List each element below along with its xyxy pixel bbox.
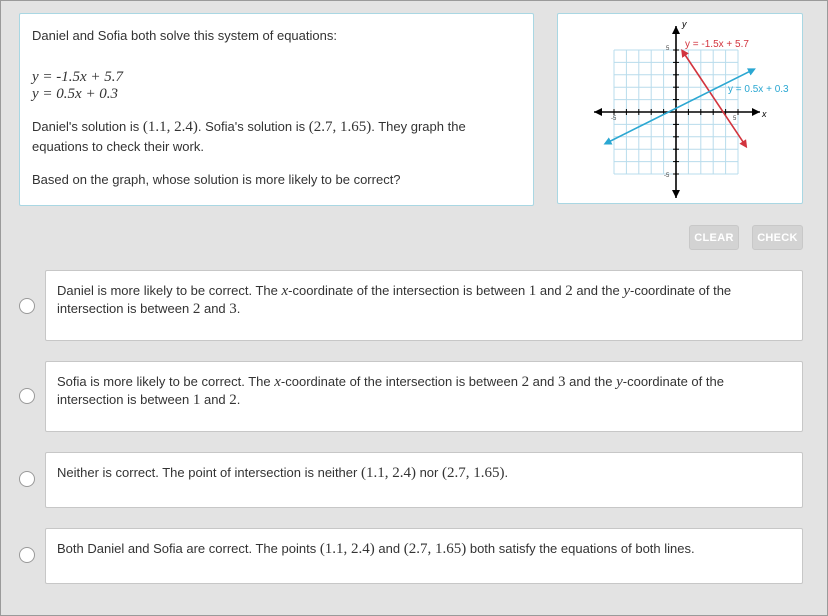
choice-2-box[interactable] bbox=[45, 361, 803, 432]
choice-2-text: Sofia is more likely to be correct. The bbox=[57, 374, 275, 389]
choice-2-text: and bbox=[529, 374, 558, 389]
y-axis-arrow-up bbox=[672, 26, 680, 34]
y-min-tick-label: -5 bbox=[664, 173, 670, 179]
check-button[interactable]: CHECK bbox=[752, 225, 803, 250]
x-min-tick-label: -5 bbox=[611, 116, 617, 122]
choice-2-var-x: x bbox=[274, 374, 281, 390]
choice-1-num: 2 bbox=[192, 301, 201, 317]
choice-1-box[interactable] bbox=[45, 270, 803, 341]
equation-system bbox=[32, 69, 521, 103]
sol-mid: . Sofia's solution is bbox=[197, 119, 309, 134]
choice-2-num: 1 bbox=[192, 392, 201, 408]
choice-2-text: -coordinate of the intersection is between bbox=[280, 374, 522, 389]
choice-1-num: 2 bbox=[565, 283, 573, 299]
choice-4-point-2: (2.7, 1.65) bbox=[403, 541, 467, 557]
blue-line-label: y = 0.5x + 0.3 bbox=[728, 84, 789, 95]
question-prompt: Based on the graph, whose solution is more likely to be correct? bbox=[32, 172, 401, 187]
choice-1-num: 3 bbox=[229, 301, 237, 317]
choice-1-radio[interactable] bbox=[19, 298, 35, 314]
choice-3-box[interactable] bbox=[45, 452, 803, 508]
choice-1-var-x: x bbox=[281, 283, 289, 299]
sol-post: . They graph the equations to check their work. bbox=[32, 119, 466, 154]
question-card bbox=[19, 13, 534, 206]
question-intro: Daniel and Sofia both solve this system of equations: bbox=[32, 28, 337, 43]
daniel-solution: (1.1, 2.4) bbox=[142, 119, 198, 135]
sofia-solution: (2.7, 1.65) bbox=[308, 119, 372, 135]
choice-4-point-1: (1.1, 2.4) bbox=[319, 541, 375, 557]
choice-4-text: Both Daniel and Sofia are correct. The points bbox=[57, 541, 320, 556]
choice-4-text: and bbox=[374, 541, 404, 556]
choice-2-num: 2 bbox=[521, 374, 530, 390]
choice-2-text: -coordinate of the intersection is between bbox=[57, 374, 724, 407]
red-line-label: y = -1.5x + 5.7 bbox=[685, 39, 749, 50]
x-axis-arrow-right bbox=[752, 108, 760, 116]
choice-1-text: and bbox=[536, 283, 566, 298]
choice-1-text: -coordinate of the intersection is between bbox=[288, 283, 529, 298]
choice-1-text: . bbox=[236, 301, 241, 316]
choice-1-var-y: y bbox=[623, 283, 630, 299]
choice-1-text: Daniel is more likely to be correct. The bbox=[57, 283, 282, 298]
graph-labels bbox=[611, 19, 789, 179]
choice-4-text: both satisfy the equations of both lines. bbox=[466, 541, 695, 556]
choice-1-text: and bbox=[200, 301, 230, 316]
graph-lines bbox=[605, 51, 754, 147]
y-max-tick-label: 5 bbox=[666, 46, 670, 52]
choice-2-text: and the bbox=[565, 374, 617, 389]
choice-3-text: Neither is correct. The point of intersection is neither bbox=[57, 465, 361, 480]
equation-1: y = -1.5x + 5.7 bbox=[32, 69, 124, 85]
clear-button[interactable]: CLEAR bbox=[689, 225, 739, 250]
choice-3-radio[interactable] bbox=[19, 471, 35, 487]
choice-3-text: nor bbox=[415, 465, 442, 480]
choice-2-num: 3 bbox=[557, 374, 566, 390]
y-axis-arrow-down bbox=[672, 190, 680, 198]
x-axis-arrow-left bbox=[594, 108, 602, 116]
choice-2-radio[interactable] bbox=[19, 388, 35, 404]
solutions-text bbox=[32, 117, 521, 156]
choice-3-text: . bbox=[504, 465, 509, 480]
choice-3-point-2: (2.7, 1.65) bbox=[441, 465, 505, 481]
choice-3-point-1: (1.1, 2.4) bbox=[360, 465, 416, 481]
choice-2-num: 2 bbox=[229, 392, 237, 408]
sol-pre: Daniel's solution is bbox=[32, 119, 143, 134]
axes bbox=[594, 26, 760, 198]
x-max-tick-label: 5 bbox=[733, 116, 737, 122]
choice-4-radio[interactable] bbox=[19, 547, 35, 563]
choice-4-box[interactable] bbox=[45, 528, 803, 584]
graph-card bbox=[557, 13, 803, 204]
choice-2-text: and bbox=[200, 392, 230, 407]
x-axis-label: x bbox=[762, 109, 767, 119]
red-line bbox=[682, 51, 746, 147]
y-axis-label: y bbox=[682, 19, 687, 29]
choice-1-text: -coordinate of the intersection is between bbox=[57, 283, 732, 316]
equation-2: y = 0.5x + 0.3 bbox=[32, 86, 119, 102]
choice-1-num: 1 bbox=[528, 283, 537, 299]
blue-line bbox=[605, 69, 754, 143]
choice-2-text: . bbox=[236, 392, 241, 407]
coordinate-graph bbox=[558, 14, 802, 203]
choice-2-var-y: y bbox=[616, 374, 623, 390]
choice-1-text: and the bbox=[572, 283, 624, 298]
